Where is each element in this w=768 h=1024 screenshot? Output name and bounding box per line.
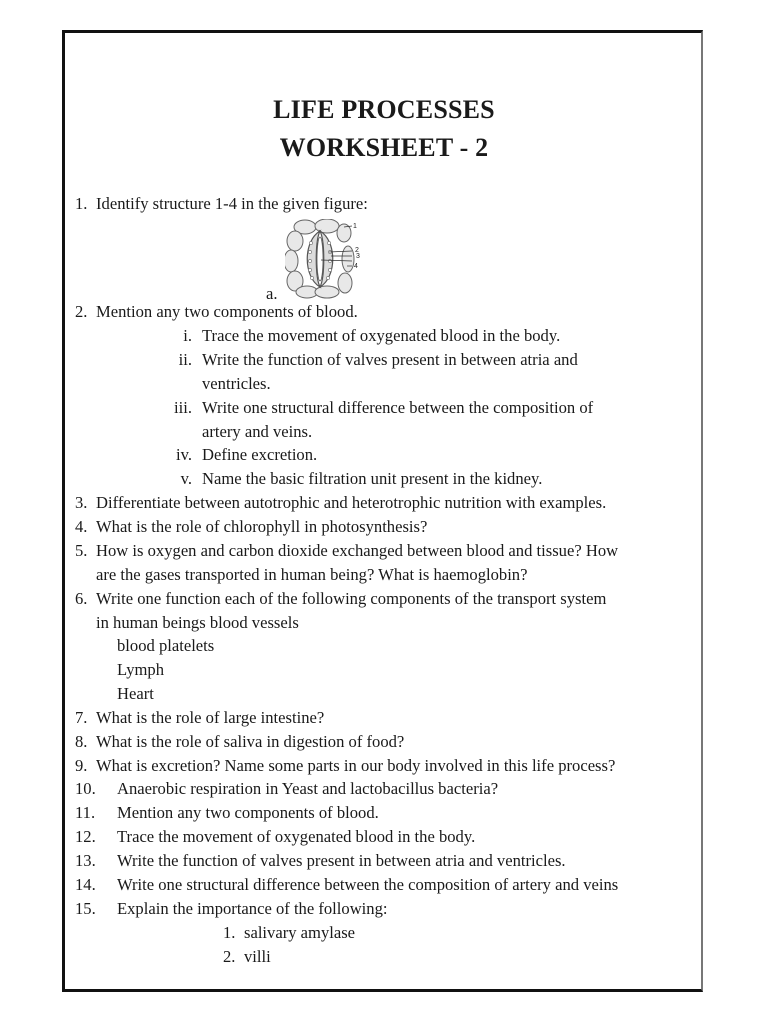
question-6-text-cont: in human beings blood vessels <box>96 613 299 632</box>
question-5-text-cont: are the gases transported in human being? What is haemoglobin? <box>96 565 528 584</box>
sub-item-text: salivary amylase <box>244 923 356 942</box>
sub-question-number: iii. <box>174 398 192 417</box>
worksheet-title: LIFE PROCESSES <box>273 95 495 124</box>
question-4-text: What is the role of chlorophyll in photosynthesis? <box>96 517 428 536</box>
question-12-text: Trace the movement of oxygenated blood in the body. <box>117 827 476 846</box>
question-15-text: Explain the importance of the following: <box>117 899 388 918</box>
question-number: 12. <box>75 827 96 846</box>
sub-item-number: 2. <box>223 947 236 966</box>
sub-question-number: iv. <box>176 445 192 464</box>
worksheet-subtitle: WORKSHEET - 2 <box>279 133 489 162</box>
sub-question-text: Write one structural difference between the composition of <box>202 398 594 417</box>
figure-mark: 1 <box>353 223 357 230</box>
question-1-text: Identify structure 1-4 in the given figure: <box>96 194 368 213</box>
sub-question-text: Name the basic filtration unit present in the kidney. <box>202 469 543 488</box>
list-item: Heart <box>117 684 154 703</box>
question-number: 3. <box>75 493 88 512</box>
question-number: 7. <box>75 708 88 727</box>
sub-question-text: Trace the movement of oxygenated blood in the body. <box>202 326 561 345</box>
figure-mark: 2 <box>355 247 359 254</box>
question-7-text: What is the role of large intestine? <box>96 708 325 727</box>
question-2-text: Mention any two components of blood. <box>96 302 358 321</box>
question-5-text: How is oxygen and carbon dioxide exchanged between blood and tissue? How <box>96 541 619 560</box>
question-number: 10. <box>75 779 96 798</box>
sub-item-number: 1. <box>223 923 236 942</box>
sub-question-number: i. <box>183 326 192 345</box>
question-13-text: Write the function of valves present in between atria and ventricles. <box>117 851 566 870</box>
question-number: 4. <box>75 517 88 536</box>
question-number: 8. <box>75 732 88 751</box>
question-number: 11. <box>75 803 96 822</box>
question-number: 9. <box>75 756 88 775</box>
sub-question-text: artery and veins. <box>202 422 313 441</box>
sub-question-number: ii. <box>178 350 192 369</box>
question-number: 13. <box>75 851 96 870</box>
list-item: blood platelets <box>117 636 215 655</box>
question-6-text: Write one function each of the following components of the transport system <box>96 589 607 608</box>
question-8-text: What is the role of saliva in digestion of food? <box>96 732 405 751</box>
question-number: 2. <box>75 302 88 321</box>
sub-question-text: Define excretion. <box>202 445 318 464</box>
sub-question-text: ventricles. <box>202 374 271 393</box>
sub-question-number: v. <box>180 469 192 488</box>
question-number: 15. <box>75 899 96 918</box>
question-number: 1. <box>75 194 88 213</box>
question-number: 6. <box>75 589 88 608</box>
question-number: 5. <box>75 541 88 560</box>
sub-question-text: Write the function of valves present in between atria and <box>202 350 578 369</box>
figure-label: a. <box>266 284 278 303</box>
sub-item-text: villi <box>244 947 271 966</box>
list-item: Lymph <box>117 660 165 679</box>
figure-mark: 3 <box>356 253 360 260</box>
question-10-text: Anaerobic respiration in Yeast and lactobacillus bacteria? <box>117 779 499 798</box>
question-11-text: Mention any two components of blood. <box>117 803 379 822</box>
question-9-text: What is excretion? Name some parts in our body involved in this life process? <box>96 756 616 775</box>
question-14-text: Write one structural difference between the composition of artery and veins <box>117 875 619 894</box>
figure-mark: 4 <box>354 263 358 270</box>
question-number: 14. <box>75 875 96 894</box>
stomata-figure <box>285 219 365 299</box>
question-3-text: Differentiate between autotrophic and heterotrophic nutrition with examples. <box>96 493 607 512</box>
